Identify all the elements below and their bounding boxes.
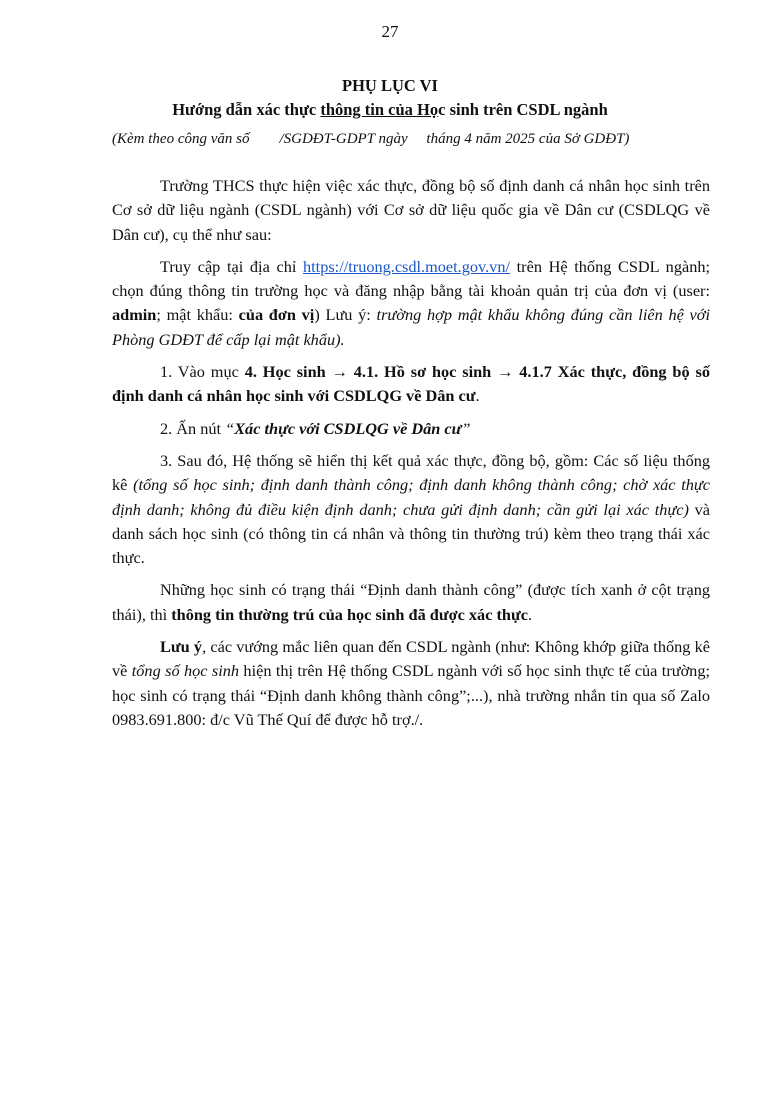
user-name: admin — [112, 305, 157, 325]
appendix-title: PHỤ LỤC VI — [342, 76, 438, 95]
paragraph-note — [112, 635, 710, 732]
text: ; mật khẩu: — [156, 305, 239, 325]
paragraph-status — [112, 578, 710, 627]
button-name: Xác thực với CSDLQG về Dân cư — [234, 418, 462, 438]
subtitle-underlined: thông tin của Họ — [320, 100, 439, 119]
text: . — [527, 604, 533, 624]
paragraph-step-2 — [112, 417, 710, 441]
password-note: trường hợp mật khẩu không đúng cần liên hệ với Phòng GDĐT để cấp lại mật khẩu). — [112, 305, 710, 349]
page-number: 27 — [381, 22, 399, 41]
password-hint: của đơn vị — [238, 305, 315, 325]
text: trên Hệ thống CSDL ngành; chọn đúng thông tin trường học và đăng nhập bằng tài khoản quản trị của đơn vị (user: — [112, 256, 710, 301]
text: 2. Ấn nút — [160, 418, 226, 438]
appendix-subtitle — [0, 100, 780, 120]
text: 1. Vào mục — [160, 362, 245, 382]
quote-close: ” — [461, 418, 471, 438]
paragraph-step-3 — [112, 449, 710, 570]
document-reference: (Kèm theo công văn số /SGDĐT-GDPT ngày tháng 4 năm 2025 của Sở GDĐT) — [112, 131, 630, 147]
website-link[interactable]: https://truong.csdl.moet.gov.vn/ — [303, 256, 510, 276]
text: 3. Sau đó, Hệ thống sẽ hiển thị kết quả xác thực, đồng bộ, gồm: Các số liệu thống kê — [112, 450, 710, 495]
text: ) Lưu ý: — [314, 305, 377, 325]
text: . — [475, 386, 480, 406]
quote-open: “ — [225, 418, 235, 438]
subtitle-part-2: c sinh trên CSDL ngành — [438, 100, 608, 119]
text: và danh sách học sinh (có thông tin cá nhân và thông tin thường trú) kèm theo trạng thái xác thực. — [112, 499, 711, 568]
stat-list: (tổng số học sinh; định danh thành công; định danh không thành công; chờ xác thực định danh; không đủ điều kiện định danh; chưa gửi định danh; cần gửi lại xác thực) — [112, 475, 711, 519]
verified-note: thông tin thường trú của học sinh đã được xác thực — [171, 604, 528, 624]
text: , các vướng mắc liên quan đến CSDL ngành (như: Không khớp giữa thống kê về — [112, 637, 710, 681]
text: hiện thị trên Hệ thống CSDL ngành với số học sinh thực tế của trường; học sinh có trạng thái “Định danh không thành công”;...), nhà trường nhắn tin qua số Zalo 0983.691.800: đ/c Vũ Thế Quí để được hỗ trợ./. — [112, 661, 710, 729]
note-label: Lưu ý — [160, 637, 203, 657]
subtitle-part-1: Hướng dẫn xác thực — [172, 100, 321, 119]
total-students: tổng số học sinh — [131, 661, 240, 681]
text: Những học sinh có trạng thái “Định danh thành công” (được tích xanh ở cột trạng thái), thì — [112, 580, 710, 624]
paragraph-step-1 — [112, 360, 710, 409]
paragraph-access — [112, 255, 710, 352]
paragraph-intro: Trường THCS thực hiện việc xác thực, đồng bộ số định danh cá nhân học sinh trên Cơ sở dữ liệu ngành (CSDL ngành) với Cơ sở dữ liệu quốc gia về Dân cư (CSDLQG về Dân cư), cụ thể như sau: — [112, 176, 710, 244]
document-body — [112, 174, 710, 740]
menu-path: 4. Học sinh → 4.1. Hồ sơ học sinh → 4.1.7 Xác thực, đồng bộ số định danh cá nhân học sinh với CSDLQG về Dân cư — [112, 362, 710, 406]
text: Truy cập tại địa chỉ — [160, 256, 304, 276]
